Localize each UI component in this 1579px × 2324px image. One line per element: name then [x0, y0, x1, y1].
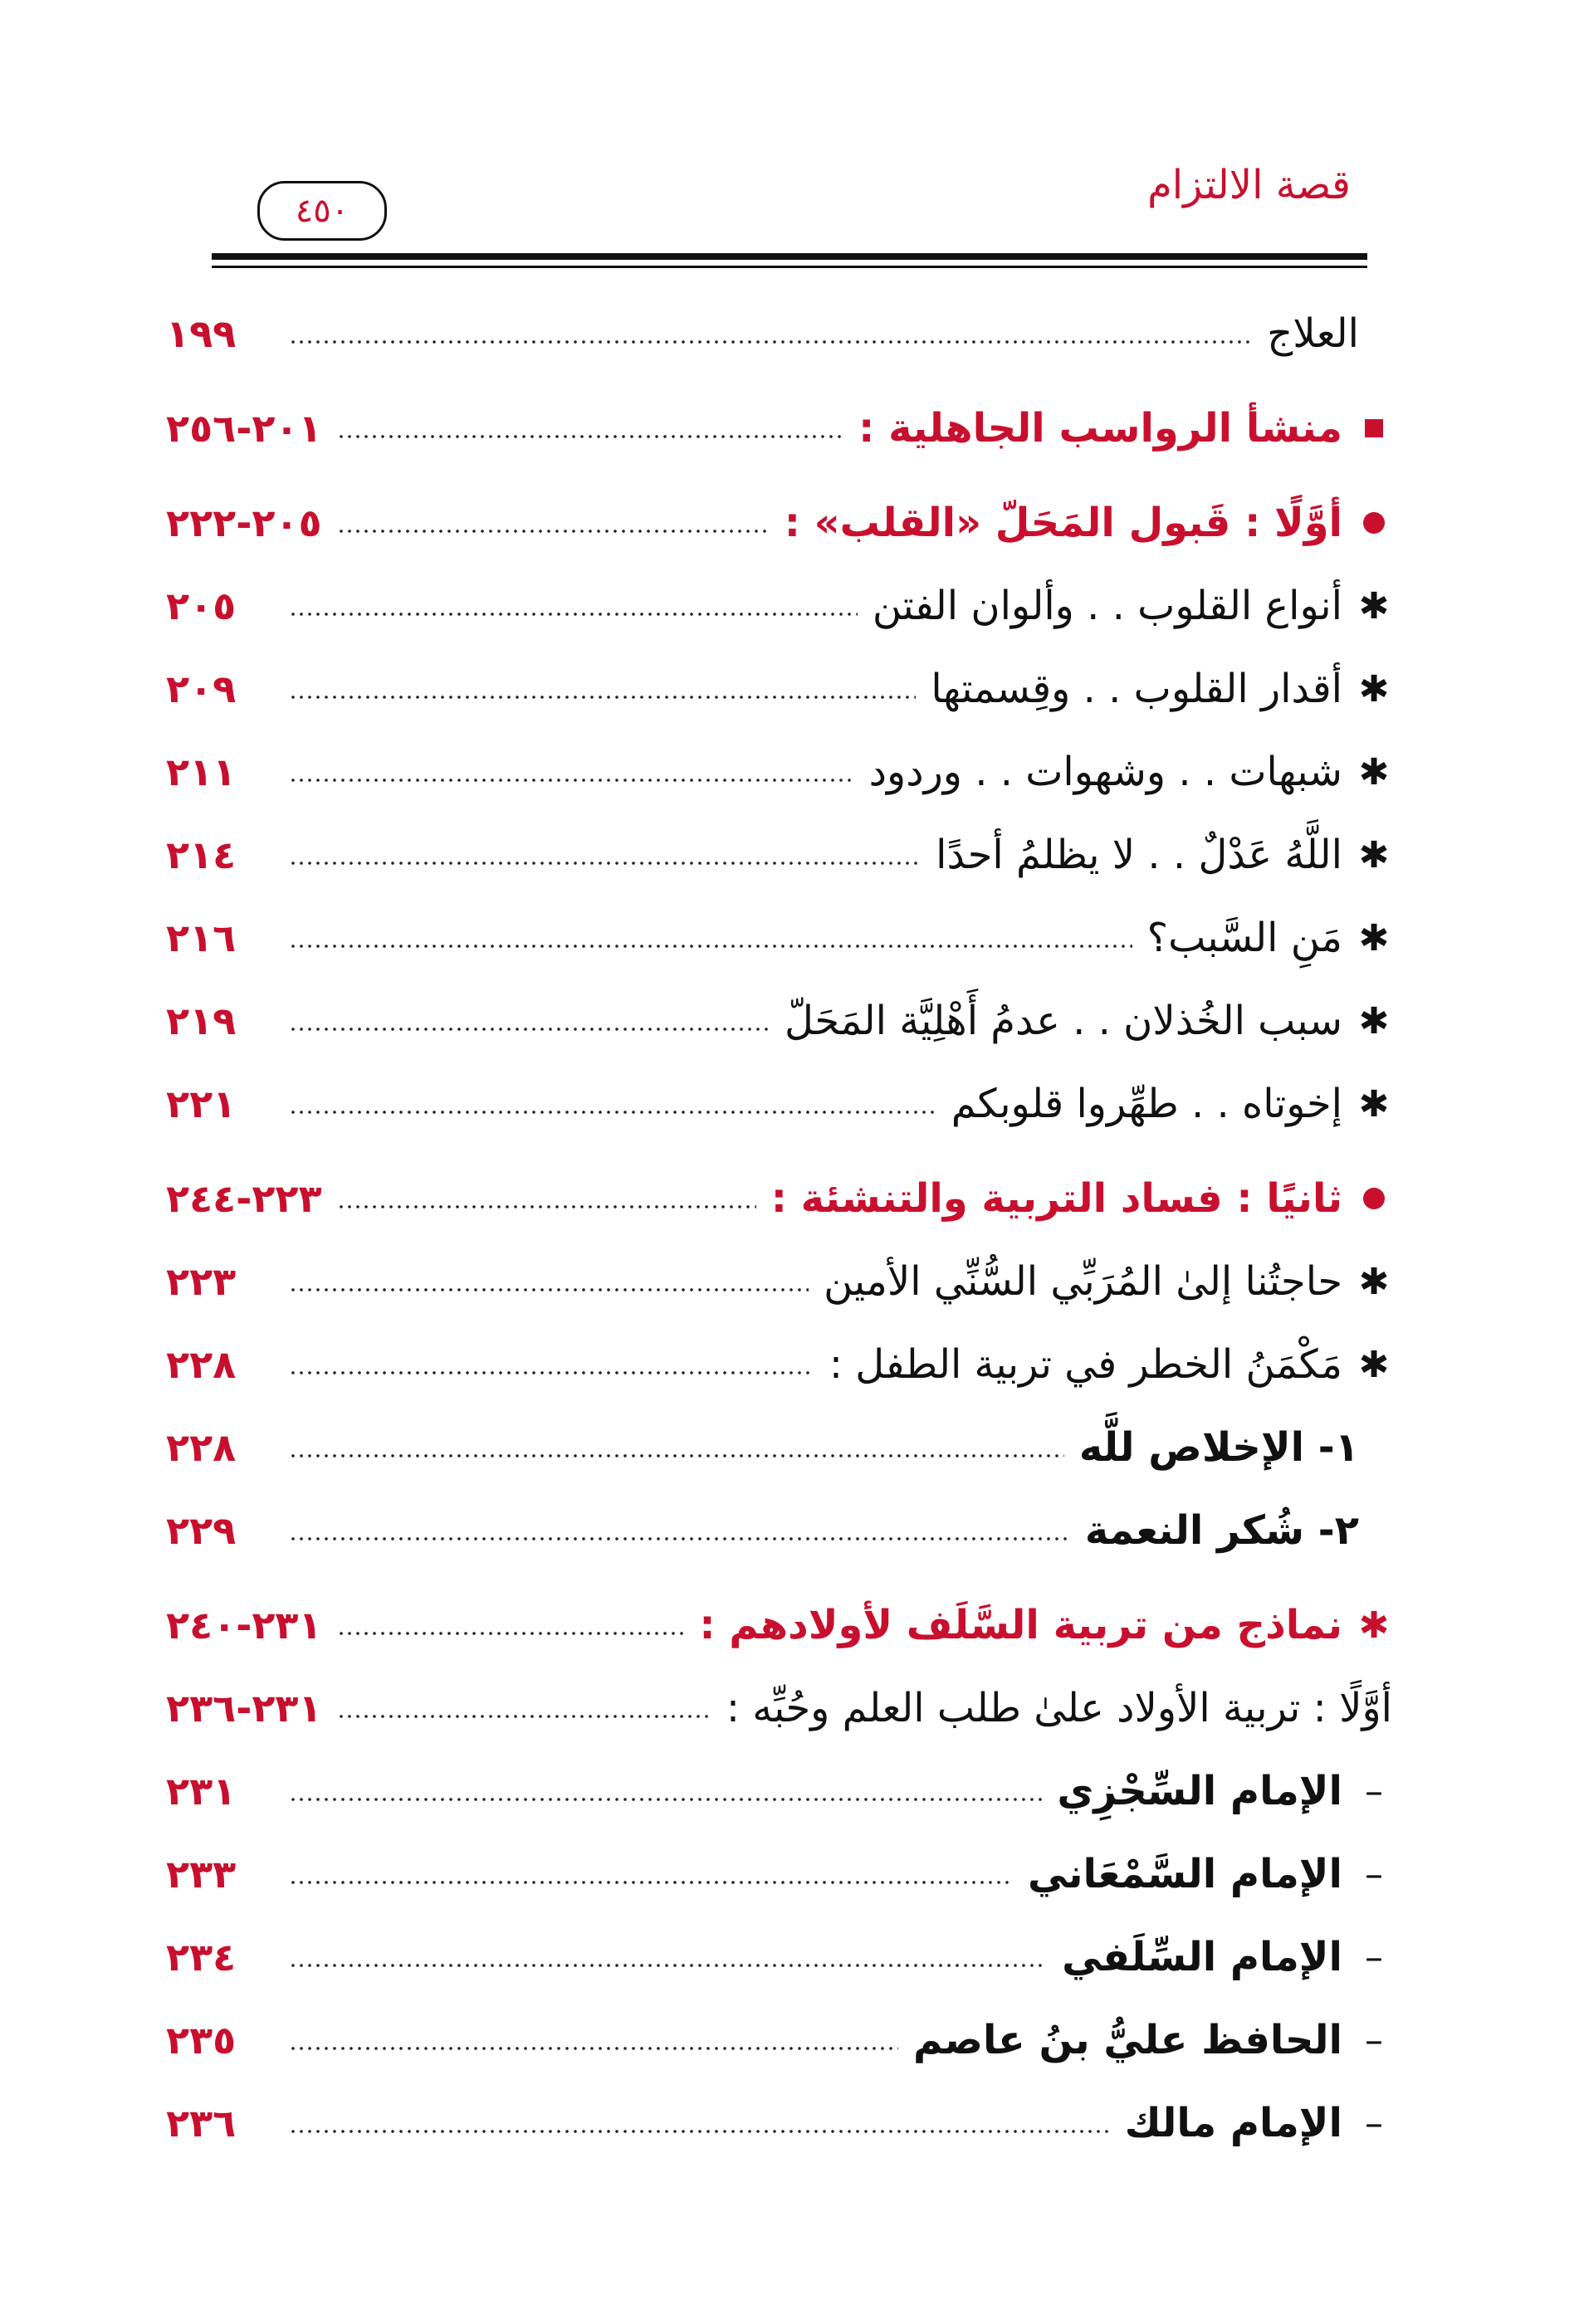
- toc-entry-title: اللَّهُ عَدْلٌ . . لا يظلمُ أحدًا: [936, 832, 1342, 878]
- dot-leader: [289, 1370, 814, 1375]
- toc-entry-pages: ٢٣٣: [166, 1852, 237, 1897]
- toc-entry-title: أوَّلًا : قَبول المَحَلّ «القلب» :: [784, 500, 1342, 546]
- toc-entry: [166, 1157, 1392, 1240]
- asterisk-icon: ✱: [1358, 999, 1390, 1042]
- asterisk-icon: ✱: [1358, 1343, 1390, 1386]
- toc-entry-pages: ٢٣٥: [166, 2018, 237, 2063]
- toc-entry-pages: ٢٢٣: [166, 1259, 237, 1304]
- asterisk-icon: ✱: [1358, 1260, 1390, 1303]
- dash-icon: –: [1365, 1853, 1383, 1896]
- toc-entry: [166, 730, 1392, 813]
- dot-leader: [289, 944, 1132, 949]
- square-bullet-icon: [1356, 419, 1392, 437]
- dot-leader: [337, 1714, 711, 1719]
- dash-icon: –: [1365, 2019, 1383, 2062]
- toc-entry-pages: ٢٢١: [166, 1081, 237, 1126]
- toc-entry: [166, 387, 1392, 470]
- dash-icon: –: [1365, 2102, 1383, 2145]
- toc-entry-title: أقدار القلوب . . وقِسمتها: [931, 666, 1342, 712]
- toc-entry: [166, 481, 1392, 564]
- dot-leader: [337, 529, 770, 534]
- toc-entry: [166, 1406, 1392, 1489]
- dot-leader: [289, 1880, 1013, 1885]
- toc-entry: [166, 2082, 1392, 2165]
- toc-entry-title: الحافظ عليُّ بنُ عاصم: [912, 2017, 1342, 2063]
- toc-entry-pages: ٢١١: [166, 749, 237, 794]
- toc-entry: [166, 1489, 1392, 1572]
- toc-entry-pages: ٢١٤: [166, 832, 237, 877]
- circle-bullet-icon: [1356, 512, 1392, 534]
- asterisk-icon: ✱: [1358, 833, 1390, 876]
- asterisk-icon: ✱: [1358, 584, 1390, 627]
- asterisk-icon: ✱: [1358, 750, 1390, 793]
- dot-leader: [289, 695, 916, 700]
- toc-entry: [166, 1323, 1392, 1406]
- toc-entry-pages: ٢٢٨: [166, 1425, 237, 1470]
- page-number-badge: [257, 181, 387, 241]
- toc-entry: [166, 1916, 1392, 1999]
- dot-leader: [289, 2046, 898, 2051]
- toc-entry-pages: ١٩٩: [166, 311, 237, 356]
- toc-entry: [166, 1062, 1392, 1145]
- toc-entry: [166, 564, 1392, 647]
- table-of-contents: [166, 292, 1392, 2165]
- asterisk-icon: ✱: [1358, 916, 1390, 959]
- toc-entry-title: ١- الإخلاص للَّه: [1078, 1424, 1359, 1471]
- toc-entry-title: الإمام مالك: [1124, 2100, 1342, 2146]
- toc-entry-pages: ٢٣٦: [166, 2101, 237, 2146]
- toc-entry: [166, 1999, 1392, 2082]
- dot-leader: [289, 339, 1252, 344]
- toc-entry-title: ثانيًا : فساد التربية والتنشئة :: [770, 1175, 1342, 1222]
- toc-entry: [166, 292, 1392, 375]
- dot-leader: [289, 612, 858, 617]
- toc-entry: [166, 896, 1392, 979]
- toc-entry-title: مَنِ السَّبب؟: [1146, 915, 1342, 961]
- toc-entry-title: الإمام السَّمْعَاني: [1027, 1851, 1342, 1897]
- dot-leader: [289, 1287, 809, 1292]
- toc-entry: [166, 647, 1392, 730]
- toc-entry-title: أوَّلًا : تربية الأولاد علىٰ طلب العلم وحُبِّه :: [726, 1685, 1392, 1731]
- toc-entry: [166, 1584, 1392, 1667]
- toc-entry-pages: ٢٢٩: [166, 1508, 237, 1553]
- dot-leader: [289, 1963, 1047, 1968]
- toc-entry-title: أنواع القلوب . . وألوان الفتن: [872, 583, 1342, 629]
- dot-leader: [289, 1027, 770, 1032]
- dot-leader: [289, 1797, 1042, 1802]
- toc-entry-pages: ٢٢٣-٢٤٤: [166, 1176, 322, 1221]
- toc-entry-title: ٢- شُكر النعمة: [1084, 1507, 1359, 1554]
- toc-entry-title: حاجتُنا إلىٰ المُرَبِّي السُّنِّي الأمين: [824, 1258, 1342, 1305]
- dot-leader: [337, 434, 844, 439]
- toc-entry-title: مَكْمَنُ الخطر في تربية الطفل :: [829, 1341, 1342, 1388]
- toc-entry: [166, 1750, 1392, 1833]
- dot-leader: [337, 1631, 685, 1636]
- toc-entry-pages: ٢٣١-٢٣٦: [166, 1686, 322, 1731]
- header-rule-thick: [212, 253, 1367, 260]
- dot-leader: [289, 1453, 1064, 1458]
- dot-leader: [289, 778, 854, 783]
- toc-entry-title: الإمام السِّجْزِي: [1057, 1768, 1342, 1814]
- toc-entry: [166, 979, 1392, 1062]
- asterisk-icon: ✱: [1358, 667, 1390, 710]
- dot-leader: [289, 861, 921, 866]
- dot-leader: [289, 1110, 936, 1115]
- toc-entry-title: العلاج: [1267, 310, 1359, 357]
- dot-leader: [289, 1536, 1070, 1541]
- toc-entry-pages: ٢١٦: [166, 915, 237, 960]
- toc-entry-pages: ٢٣١-٢٤٠: [166, 1603, 322, 1648]
- toc-entry-pages: ٢٣١: [166, 1769, 237, 1814]
- page-header: [212, 149, 1367, 249]
- toc-entry-title: نماذج من تربية السَّلَف لأولادهم :: [699, 1602, 1342, 1648]
- toc-entry-pages: ٢٢٨: [166, 1342, 237, 1387]
- dash-icon: –: [1365, 1770, 1383, 1813]
- asterisk-icon: ✱: [1358, 1082, 1390, 1125]
- page-number: ٤٥٠: [295, 192, 350, 230]
- toc-entry: [166, 1833, 1392, 1916]
- toc-entry-title: شبهات . . وشهوات . . وردود: [868, 749, 1342, 795]
- circle-bullet-icon: [1356, 1188, 1392, 1209]
- toc-entry: [166, 1667, 1392, 1750]
- toc-entry-pages: ٢٠٩: [166, 666, 237, 711]
- header-rule-thin: [212, 266, 1367, 268]
- dot-leader: [337, 1204, 756, 1209]
- toc-entry-pages: ٢١٩: [166, 998, 237, 1043]
- toc-entry-pages: ٢٣٤: [166, 1935, 237, 1980]
- toc-entry-title: منشأ الرواسب الجاهلية :: [858, 405, 1342, 452]
- toc-entry: [166, 813, 1392, 896]
- asterisk-icon: ✱: [1358, 1604, 1390, 1647]
- toc-entry-pages: ٢٠١-٢٥٦: [166, 406, 322, 451]
- toc-entry-pages: ٢٠٥: [166, 583, 237, 628]
- dash-icon: –: [1365, 1936, 1383, 1979]
- dot-leader: [289, 2129, 1110, 2134]
- toc-entry-title: الإمام السِّلَفي: [1062, 1934, 1342, 1980]
- toc-entry-title: إخوتاه . . طهِّروا قلوبكم: [951, 1081, 1342, 1127]
- toc-entry-title: سبب الخُذلان . . عدمُ أَهْلِيَّة المَحَلّ: [784, 998, 1342, 1044]
- toc-entry: [166, 1240, 1392, 1323]
- toc-entry-pages: ٢٠٥-٢٢٢: [166, 500, 322, 545]
- book-title: قصة الالتزام: [1147, 162, 1351, 208]
